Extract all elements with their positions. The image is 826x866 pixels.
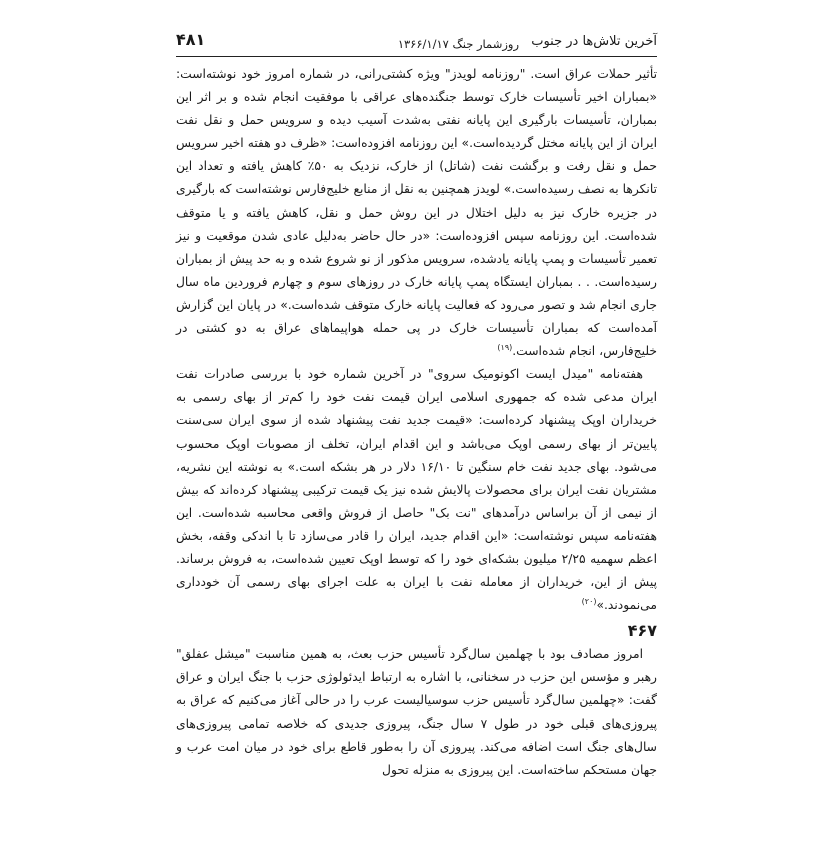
entry-number: ۴۶۷ xyxy=(627,621,657,641)
page-header xyxy=(176,30,657,57)
paragraph xyxy=(176,63,657,363)
book-page xyxy=(176,30,657,782)
paragraph-text: امروز مصادف بود با چهلمین سال‌گرد تأسیس حزب بعث، به همین مناسبت "میشل عفلق" رهبر و مؤسس این حزب در سخنانی، با اشاره به ارتباط ایدئولوژی حزب با جنگ ایران و عراق گفت: «چهلمین سال‌گرد تأسیس حزب سوسیالیست عرب را در حالی آغاز می‌کنیم که عراق به پیروزی‌های قبلی خود در طول ۷ سال جنگ، پیروزی جدیدی که خلاصه تمامی پیروزی‌های سال‌های جنگ است اضافه می‌کند. پیروزی آن را به‌طور قاطع برای خود در میان امت عرب و جهان مستحکم ساخته‌است. این پیروزی به منزله تحول xyxy=(176,647,657,777)
paragraph-text: تأثیر حملات عراق است. "روزنامه لویدز" ویژه کشتی‌رانی، در شماره امروز خود نوشته‌است: «بمباران اخیر تأسیسات خارک توسط جنگنده‌های عراقی با موفقیت انجام شده و بر اثر این بمباران، تأسیسات بارگیری این پایانه نفتی به‌شدت آسیب دیده و سرویس حمل و نقل نفت ایران از این پایانه مختل گردیده‌است.» این روزنامه افزوده‌است: «ظرف دو هفته اخیر سرویس حمل و نقل رفت و برگشت نفت (شاتل) از خارک، نزدیک به ۵۰٪ کاهش یافته و تعداد این تانکرها به نصف رسیده‌است.» لویدز همچنین به نقل از منابع خلیج‌فارس نوشته‌است که بارگیری در جزیره خارک نیز به دلیل اختلال در این روش حمل و نقل، کاهش یافته و یا متوقف شده‌است. این روزنامه سپس افزوده‌است: «در حال حاضر به‌دلیل عادی شدن موقعیت و نیز تعمیر تأسیسات و پمپ پایانه یادشده، سرویس مذکور از نو شروع شده و به حد پیش از بمباران رسیده‌است. . . بمباران ایستگاه پمپ پایانه خارک در روزهای سوم و چهارم فروردین ماه سال جاری انجام شد و تصور می‌رود که فعالیت پایانه خارک متوقف شده‌است.» در پایان این گزارش آمده‌است که بمباران تأسیسات خارک در پی حمله هواپیماهای عراق به دو کشتی در خلیج‌فارس، انجام شده‌است. xyxy=(176,67,657,359)
running-head: روزشمار جنگ ۱۳۶۶/۱/۱۷ xyxy=(397,37,519,51)
paragraph-text: هفته‌نامه "میدل ایست اکونومیک سروی" در آخرین شماره خود با بررسی صادرات نفت ایران مدعی شده که جمهوری اسلامی ایران قیمت نفت خود را کم‌تر از بهای رسمی به خریداران اوپک پیشنهاد کرده‌است: «قیمت جدید نفت پیشنهاد شده از سوی ایران سی‌سنت پایین‌تر از بهای رسمی اوپک می‌باشد و این اقدام ایران، تخلف از مصوبات اوپک محسوب می‌شود. بهای جدید نفت خام سنگین تا ۱۶/۱۰ دلار در هر بشکه است.» به نوشته این نشریه، مشتریان نفت ایران برای محصولات پالایش شده نیز یک قیمت ترکیبی پیشنهاد کرده‌اند که بیش از نیمی از آن براساس درآمدهای "نت بک" حاصل از فروش واقعی محاسبه شده‌است. این هفته‌نامه سپس نوشته‌است: «این اقدام جدید، ایران را قادر می‌سازد تا با اندکی وقفه، بخش اعظم سهمیه ۲/۲۵ میلیون بشکه‌ای خود را که توسط اوپک تعیین شده‌است، به فروش برساند. پیش از این، خریداران از معامله نفت با ایران به علت اجرای بهای رسمی آن خودداری می‌نمودند.» xyxy=(176,367,657,613)
book-title: آخرین تلاش‌ها در جنوب xyxy=(531,34,657,49)
footnote-marker: (۲۰) xyxy=(581,597,597,607)
footnote-marker: (۱۹) xyxy=(497,343,513,353)
page-number: ۴۸۱ xyxy=(176,30,206,49)
paragraph xyxy=(176,363,657,617)
page-body xyxy=(176,63,657,782)
paragraph xyxy=(176,643,657,782)
